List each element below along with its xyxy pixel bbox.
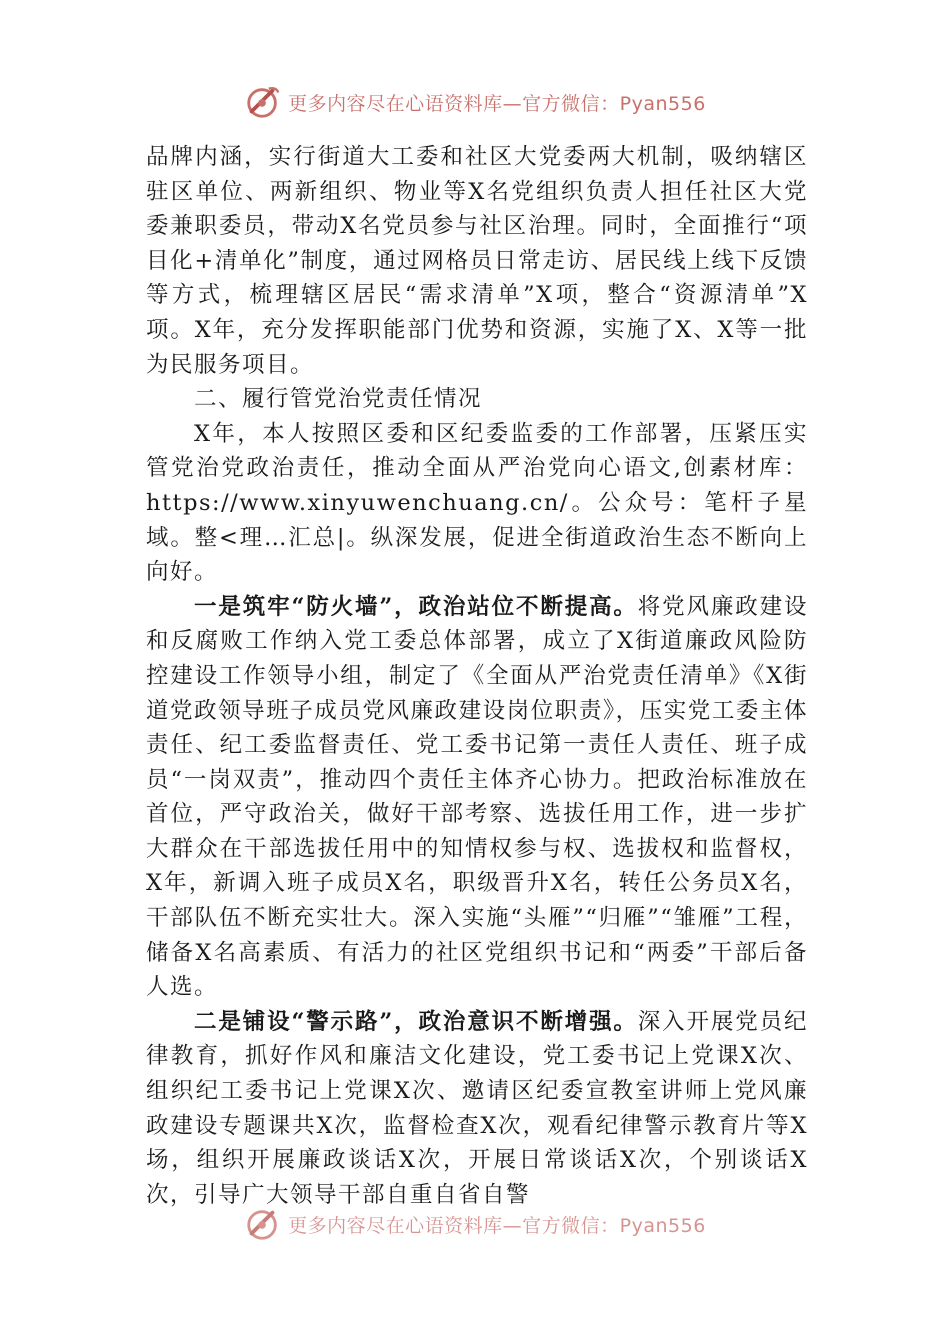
paragraph-body: 将党风廉政建设和反腐败工作纳入党工委总体部署，成立了X街道廉政风险防控建设工作领导小组，制定了《全面从严治党责任清单》《X街道党政领导班子成员党风廉政建设岗位职责》，压实党工委主体责任、纪工委监督责任、党工委书记第一责任人责任、班子成员“一岗双责”，推动四个责任主体齐心协力。把政治标准放在首位，严守政治关，做好干部考察、选拔任用工作，进一步扩大群众在干部选拔任用中的知情权参与权、选拔权和监督权，X年，新调入班子成员X名，职级晋升X名，转任公务员X名，干部队伍不断充实壮大。深入实施“头雁”“归雁”“雏雁”工程，储备X名高素质、有活力的社区党组织书记和“两委”干部后备人选。 [146, 593, 808, 1001]
paragraph [146, 1005, 808, 1213]
paragraph-lead: 一是筑牢“防火墙”，政治站位不断提高。 [194, 593, 638, 620]
paragraph [146, 590, 808, 1005]
section-heading: 二、履行管党治党责任情况 [194, 386, 483, 413]
paragraph: 品牌内涵，实行街道大工委和社区大党委两大机制，吸纳辖区驻区单位、两新组织、物业等X名党组织负责人担任社区大党委兼职委员，带动X名党员参与社区治理。同时，全面推行“项目化+清单化”制度，通过网格员日常走访、居民线上线下反馈等方式，梳理辖区居民“需求清单”X项，整合“资源清单”X项。X年，充分发挥职能部门优势和资源，实施了X、X等一批为民服务项目。 [146, 144, 808, 378]
document-body [146, 140, 808, 1212]
watermark-text: 更多内容尽在心语资料库—官方微信：Pyan556 [288, 1214, 706, 1237]
brush-seal-icon [244, 83, 282, 121]
watermark-header [0, 82, 950, 122]
watermark-text: 更多内容尽在心语资料库—官方微信：Pyan556 [288, 92, 706, 115]
watermark-footer [0, 1204, 950, 1244]
paragraph-lead: 二是铺设“警示路”，政治意识不断增强。 [194, 1008, 638, 1035]
paragraph: X年，本人按照区委和区纪委监委的工作部署，压紧压实管党治党政治责任，推动全面从严治党向心语文,创素材库：https://www.xinyuwenchuang.cn/。公众号：笔杆子星域。整<理…汇总|。纵深发展，促进全街道政治生态不断向上向好。 [146, 420, 808, 586]
paragraph-body: 深入开展党员纪律教育，抓好作风和廉洁文化建设，党工委书记上党课X次、组织纪工委书记上党课X次、邀请区纪委宣教室讲师上党风廉政建设专题课共X次，监督检查X次，观看纪律警示教育片等X场，组织开展廉政谈话X次，开展日常谈话X次，个别谈话X次，引导广大领导干部自重自省自警 [146, 1008, 808, 1208]
brush-seal-icon [244, 1205, 282, 1243]
